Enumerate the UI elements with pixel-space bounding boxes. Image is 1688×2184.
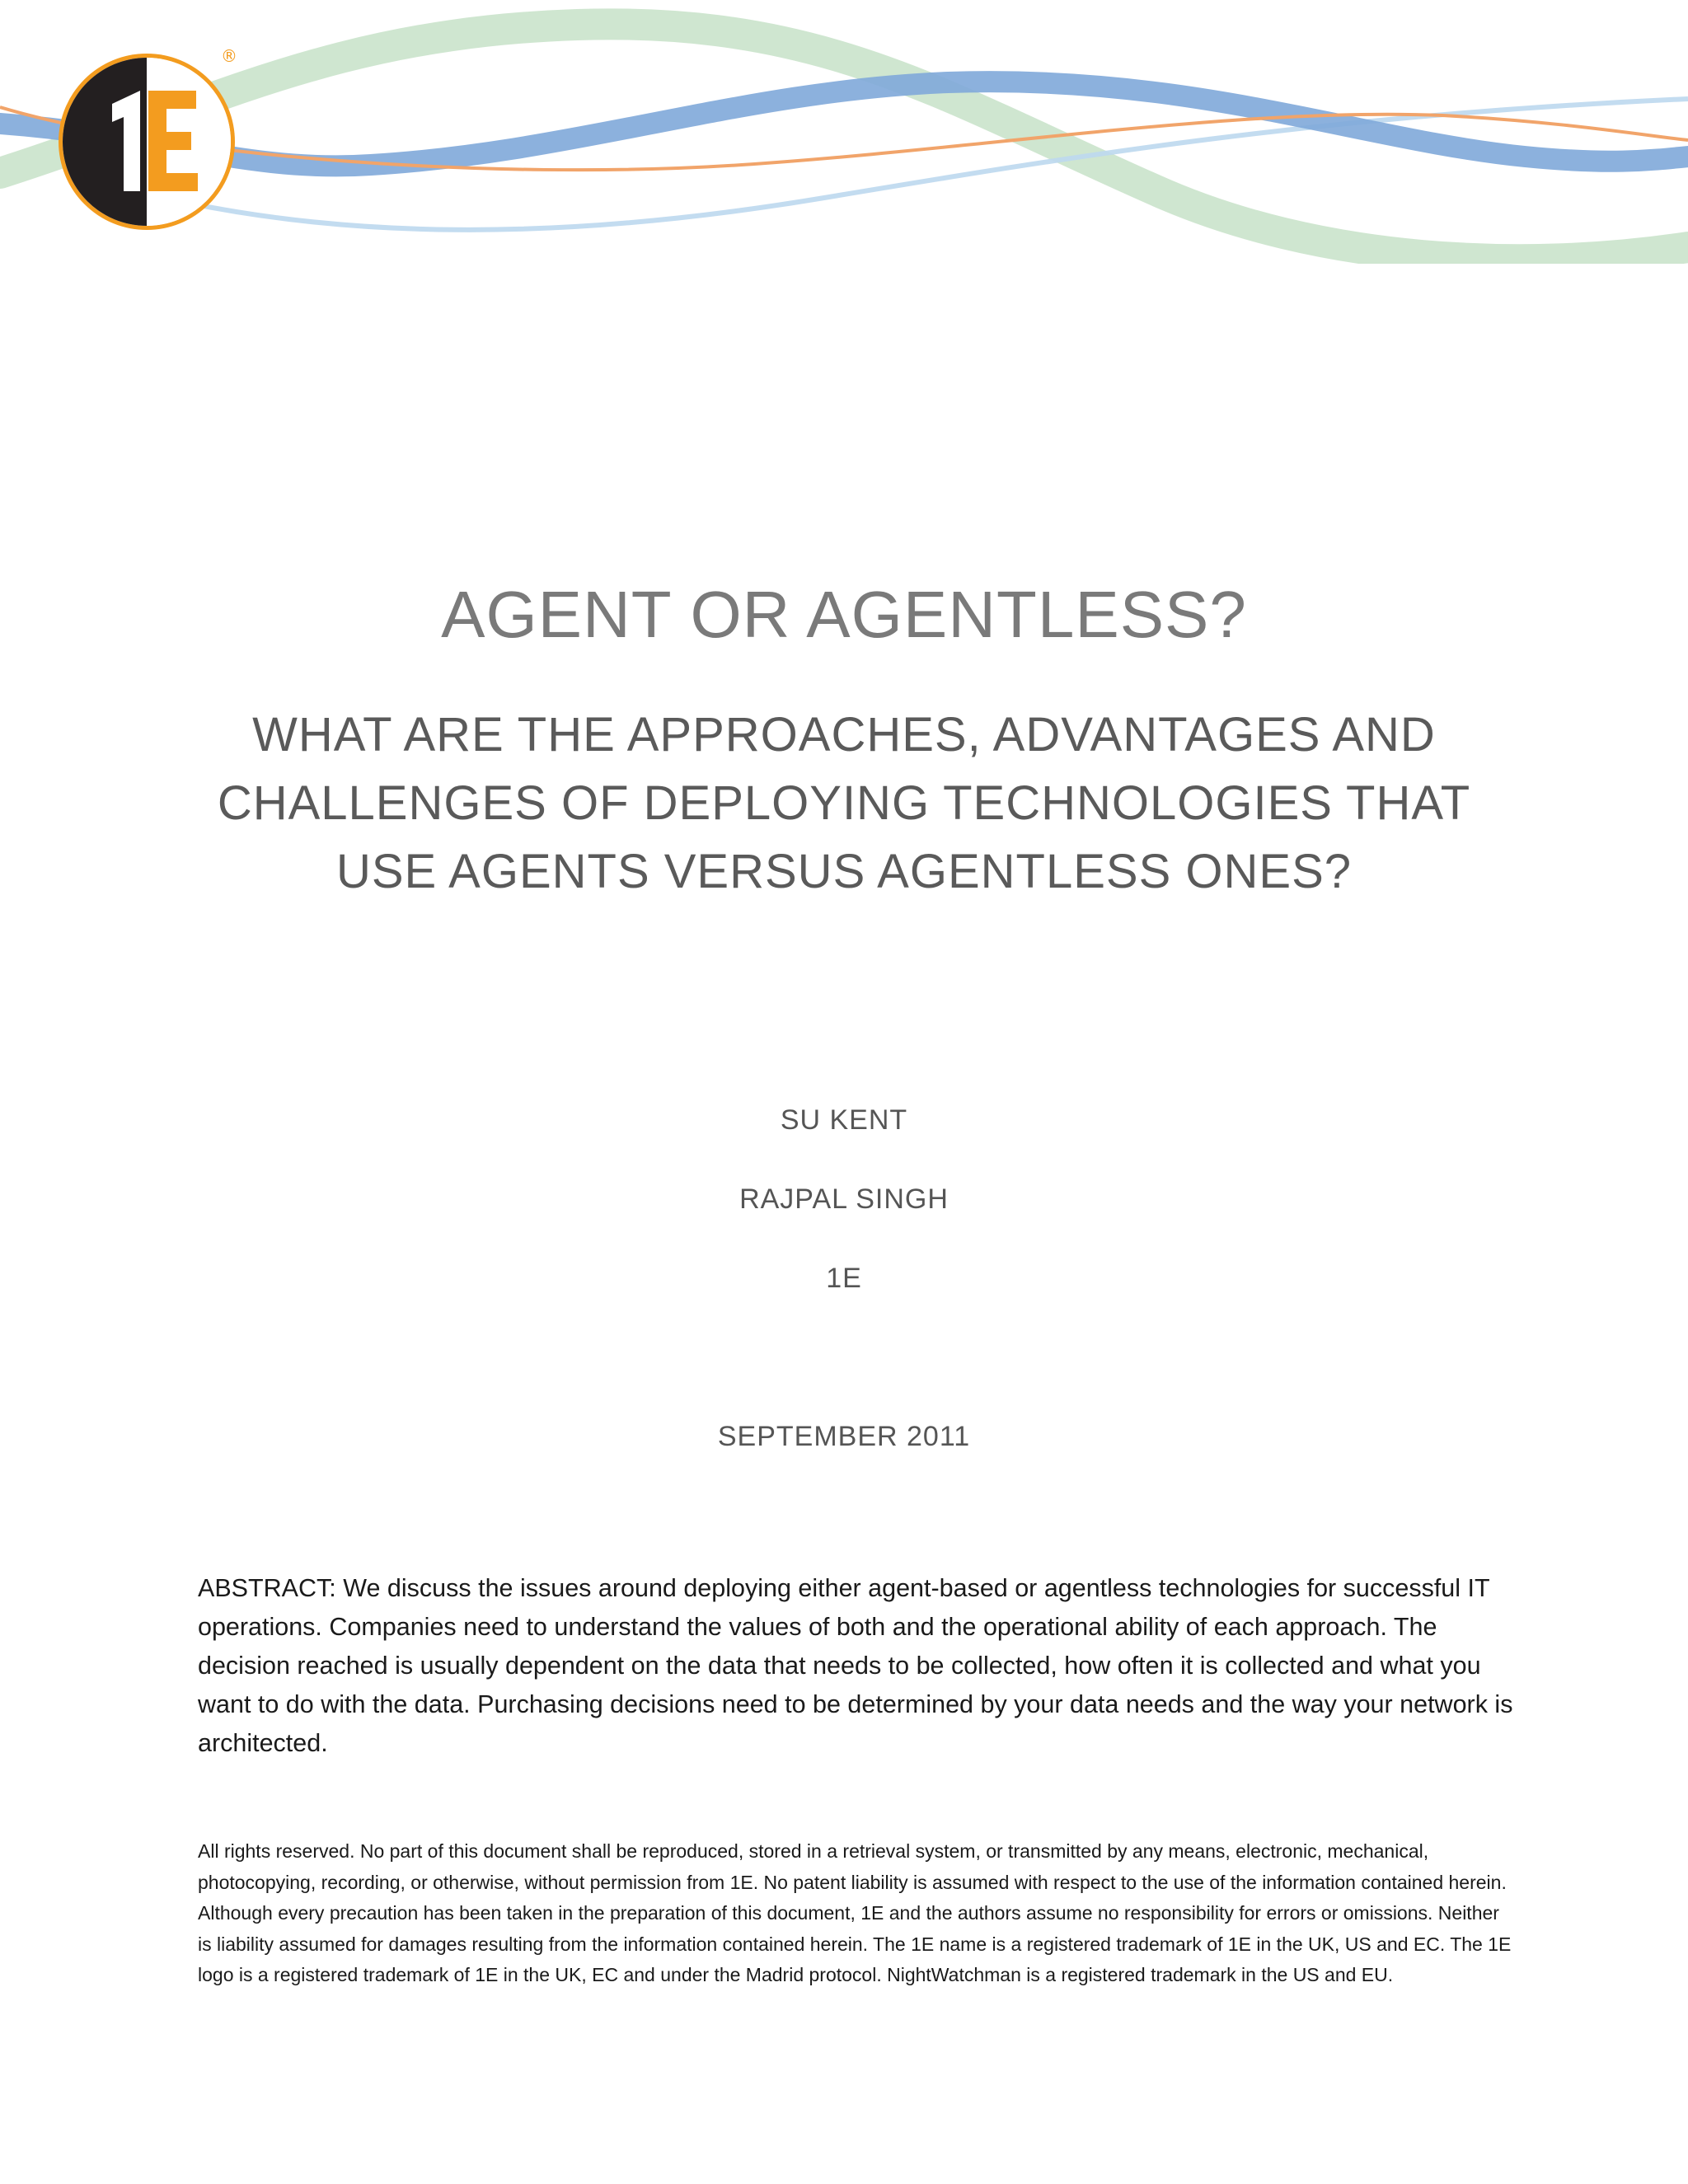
header-wave-graphic	[0, 0, 1688, 264]
publication-date: SEPTEMBER 2011	[717, 1421, 971, 1452]
author-name: RAJPAL SINGH	[739, 1183, 949, 1215]
document-subtitle: WHAT ARE THE APPROACHES, ADVANTAGES AND CHALLENGES OF DEPLOYING TECHNOLOGIES THAT USE AGENTS VERSUS AGENTLESS ONES?	[217, 708, 1471, 898]
abstract-paragraph: ABSTRACT: We discuss the issues around deploying either agent-based or agentless technologies for successful IT operations. Companies need to understand the values of both and the operational ability of each approach. The decision reached is usually dependent on the data that needs to be collected, how often it is collected and what you want to do with the data. Purchasing decisions need to be determined by your data needs and the way your network is architected.	[198, 1574, 1513, 1757]
registered-mark: ®	[221, 46, 237, 66]
rights-notice: All rights reserved. No part of this document shall be reproduced, stored in a retrieval system, or transmitted by any means, electronic, mechanical, photocopying, recording, or otherwise, without permission from 1E. No patent liability is assumed with respect to the use of the information contained herein. Although every precaution has been taken in the preparation of this document, 1E and the authors assume no responsibility for errors or omissions. Neither is liability assumed for damages resulting from the information contained herein. The 1E name is a registered trademark of 1E in the UK, US and EC. The 1E logo is a registered trademark of 1E in the UK, EC and under the Madrid protocol. NightWatchman is a registered trademark in the US and EU.	[198, 1840, 1512, 1985]
company-logo	[54, 49, 239, 234]
document-title: AGENT OR AGENTLESS?	[441, 578, 1247, 651]
organization-name: 1E	[826, 1263, 862, 1294]
author-name: SU KENT	[780, 1104, 908, 1136]
